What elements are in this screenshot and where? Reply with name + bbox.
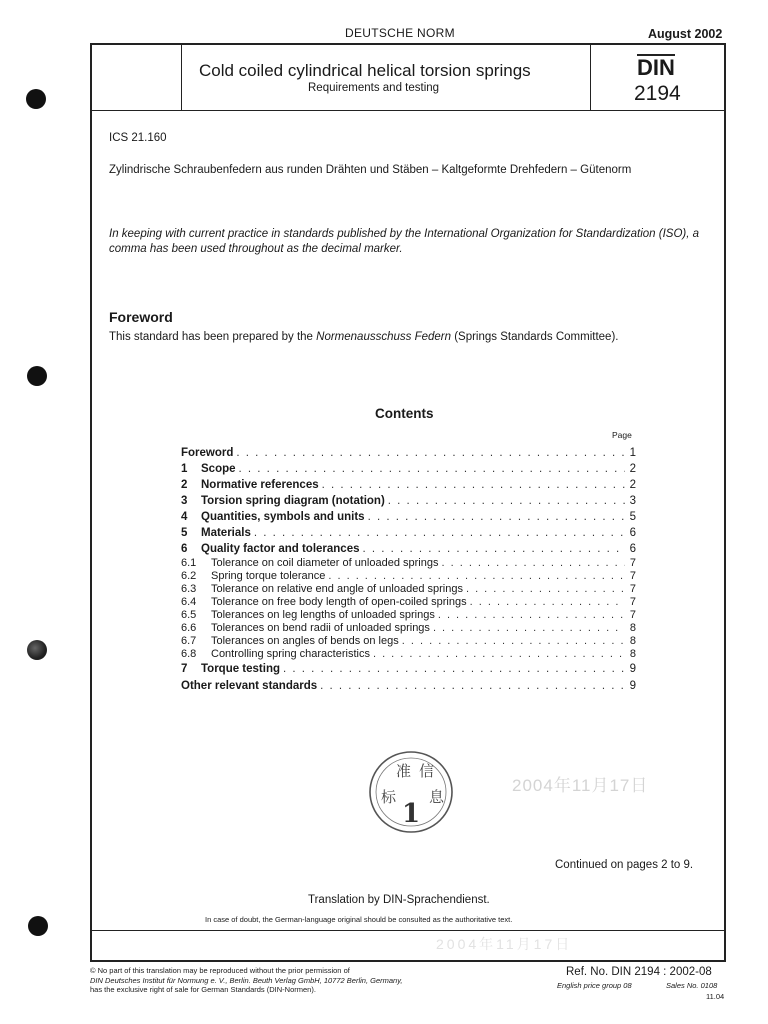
stamp-char-4: 息 xyxy=(429,788,445,806)
punch-hole-2 xyxy=(27,366,47,386)
toc-section-number: 2 xyxy=(181,479,188,491)
toc-dot-leader xyxy=(320,679,625,693)
toc-section-title: Tolerance on coil diameter of unloaded springs xyxy=(211,557,439,569)
german-title: Zylindrische Schraubenfedern aus runden Drähten und Stäben – Kaltgeformte Drehfedern – Gütenorm xyxy=(109,164,632,176)
toc-page-number: 9 xyxy=(629,663,636,675)
header-divider-left xyxy=(181,45,182,110)
reference-number: Ref. No. DIN 2194 : 2002-08 xyxy=(566,966,712,978)
toc-section-number: 6.8 xyxy=(181,648,197,660)
toc-row xyxy=(181,478,636,492)
stamp-char-3: 信 xyxy=(419,762,435,780)
issue-date: August 2002 xyxy=(648,27,723,41)
toc-dot-leader xyxy=(236,446,625,460)
toc-section-title: Spring torque tolerance xyxy=(211,570,326,582)
toc-section-title: Controlling spring characteristics xyxy=(211,648,370,660)
punch-hole-1 xyxy=(26,89,46,109)
toc-section-title: Torsion spring diagram (notation) xyxy=(201,495,385,507)
din-number: 2194 xyxy=(634,82,681,105)
toc-page-number: 6 xyxy=(629,543,636,555)
toc-section-title: Tolerances on angles of bends on legs xyxy=(211,635,399,647)
toc-section-title: Normative references xyxy=(201,479,319,491)
toc-dot-leader xyxy=(388,494,625,508)
toc-row xyxy=(181,608,636,622)
toc-row xyxy=(181,634,636,648)
header-divider-right xyxy=(590,45,591,110)
foreword-text xyxy=(109,331,618,343)
toc-dot-leader xyxy=(239,462,625,476)
toc-page-number: 7 xyxy=(629,557,636,569)
toc-page-number: 1 xyxy=(629,447,636,459)
toc-row xyxy=(181,662,636,676)
toc-row xyxy=(181,510,636,524)
toc-dot-leader xyxy=(328,569,625,583)
toc-dot-leader xyxy=(254,526,625,540)
toc-section-number: 5 xyxy=(181,527,188,539)
toc-dot-leader xyxy=(283,662,625,676)
toc-page-number: 8 xyxy=(629,648,636,660)
toc-dot-leader xyxy=(433,621,625,635)
toc-row xyxy=(181,462,636,476)
toc-section-title: Scope xyxy=(201,463,236,475)
sales-number: Sales No. 0108 xyxy=(666,981,718,990)
ics-code: ICS 21.160 xyxy=(109,132,167,144)
toc-page-number: 2 xyxy=(629,479,636,491)
toc-section-number: 1 xyxy=(181,463,188,475)
toc-page-number: 2 xyxy=(629,463,636,475)
received-date-stamp: 2004年11月17日 xyxy=(512,776,649,795)
toc-row xyxy=(181,621,636,635)
stamp-char-2: 准 xyxy=(396,762,412,780)
toc-section-title: Tolerances on leg lengths of unloaded springs xyxy=(211,609,435,621)
toc-page-number: 6 xyxy=(629,527,636,539)
toc-row xyxy=(181,679,636,693)
copyright-line-3: has the exclusive right of sale for German Standards (DIN-Normen). xyxy=(90,985,316,994)
punch-hole-4 xyxy=(28,916,48,936)
toc-section-number: 6.6 xyxy=(181,622,197,634)
toc-section-title: Torque testing xyxy=(201,663,281,675)
toc-row xyxy=(181,647,636,661)
foreword-text-lead: This standard has been prepared by the xyxy=(109,331,317,343)
stamp-number: 1 xyxy=(402,799,421,829)
toc-section-title: Quality factor and tolerances xyxy=(201,543,360,555)
toc-section-title: Tolerance on relative end angle of unloaded springs xyxy=(211,583,463,595)
foreword-heading: Foreword xyxy=(109,309,173,325)
toc-section-number: 3 xyxy=(181,495,188,507)
foreword-text-tail: (Springs Standards Committee). xyxy=(451,331,619,343)
toc-row xyxy=(181,526,636,540)
punch-hole-3 xyxy=(27,640,47,660)
toc-page-number: 9 xyxy=(629,680,636,692)
copyright-line-1: © No part of this translation may be reproduced without the prior permission of xyxy=(90,966,350,975)
toc-section-number: 6.5 xyxy=(181,609,197,621)
toc-section-title: Foreword xyxy=(181,447,234,459)
toc-section-number: 6.4 xyxy=(181,596,197,608)
copyright-line-2: DIN Deutsches Institut für Normung e. V., Berlin. Beuth Verlag GmbH, 10772 Berlin, Germany, xyxy=(90,975,403,985)
toc-page-number: 7 xyxy=(629,596,636,608)
doubt-note: In case of doubt, the German-language original should be consulted as the authoritative text. xyxy=(205,915,513,924)
toc-page-number: 7 xyxy=(629,570,636,582)
toc-section-title: Tolerance on free body length of open-coiled springs xyxy=(211,596,467,608)
committee-name: Normenausschuss Federn xyxy=(316,331,452,343)
toc-section-number: 4 xyxy=(181,511,188,523)
stamp-char-1: 标 xyxy=(381,788,397,806)
toc-dot-leader xyxy=(466,582,625,596)
din-logo-text: DIN xyxy=(637,55,675,80)
toc-dot-leader xyxy=(402,634,625,648)
toc-dot-leader xyxy=(363,542,626,556)
toc-page-number: 3 xyxy=(629,495,636,507)
toc-section-title: Tolerances on bend radii of unloaded springs xyxy=(211,622,430,634)
toc-row xyxy=(181,494,636,508)
toc-page-number: 7 xyxy=(629,583,636,595)
continued-note: Continued on pages 2 to 9. xyxy=(555,859,694,871)
toc-dot-leader xyxy=(470,595,625,609)
din-logo xyxy=(637,54,675,79)
toc-dot-leader xyxy=(441,556,625,570)
document-subtitle: Requirements and testing xyxy=(308,82,440,94)
toc-section-title: Quantities, symbols and units xyxy=(201,511,365,523)
toc-dot-leader xyxy=(438,608,625,622)
series-label: DEUTSCHE NORM xyxy=(345,26,455,40)
translation-credit: Translation by DIN-Sprachendienst. xyxy=(308,894,490,906)
toc-section-number: 6.1 xyxy=(181,557,197,569)
toc-row xyxy=(181,542,636,556)
toc-section-title: Materials xyxy=(201,527,251,539)
toc-page-number: 8 xyxy=(629,635,636,647)
contents-page-label: Page xyxy=(612,430,632,440)
toc-row xyxy=(181,569,636,583)
document-title: Cold coiled cylindrical helical torsion springs xyxy=(199,61,531,80)
print-code: 11.04 xyxy=(706,992,725,1001)
footer-divider xyxy=(92,930,724,931)
toc-row xyxy=(181,556,636,570)
price-group: English price group 08 xyxy=(557,981,632,990)
toc-page-number: 7 xyxy=(629,609,636,621)
toc-row xyxy=(181,595,636,609)
contents-heading: Contents xyxy=(375,406,434,421)
toc-section-number: 6.3 xyxy=(181,583,197,595)
faint-archive-stamp xyxy=(436,934,626,952)
copyright-notice xyxy=(90,966,403,995)
toc-page-number: 5 xyxy=(629,511,636,523)
toc-section-number: 6.2 xyxy=(181,570,197,582)
toc-section-number: 6 xyxy=(181,543,188,555)
header-divider-bottom xyxy=(92,110,724,111)
decimal-marker-note: In keeping with current practice in standards published by the International Organization for Standardization (ISO), a comma has been used throughout as the decimal marker. xyxy=(109,228,700,255)
toc-dot-leader xyxy=(322,478,625,492)
toc-page-number: 8 xyxy=(629,622,636,634)
toc-dot-leader xyxy=(368,510,625,524)
library-stamp xyxy=(366,748,474,838)
toc-dot-leader xyxy=(373,647,625,661)
toc-row xyxy=(181,582,636,596)
faint-archive-stamp-text: 2004年11月17日 xyxy=(436,936,573,952)
toc-section-number: 6.7 xyxy=(181,635,197,647)
toc-row xyxy=(181,446,636,460)
toc-section-number: 7 xyxy=(181,663,188,675)
toc-section-title: Other relevant standards xyxy=(181,680,318,692)
